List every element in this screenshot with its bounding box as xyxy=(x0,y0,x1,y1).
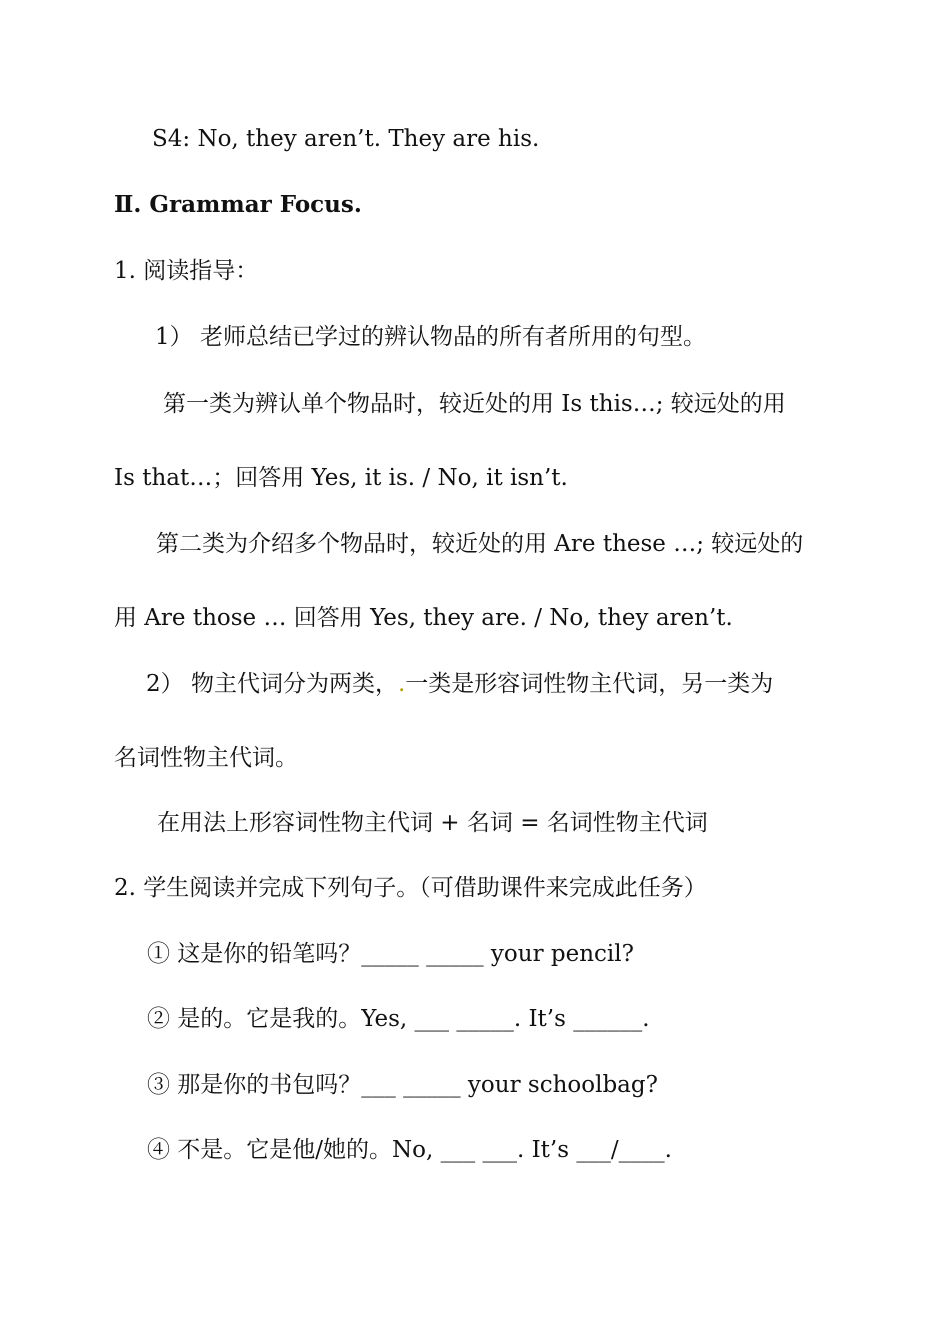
exercise-item-3: ③ 那是你的书包吗？___ _____ your schoolbag? xyxy=(147,1072,658,1098)
exercise-item-1: ① 这是你的铅笔吗？_____ _____ your pencil? xyxy=(147,941,634,967)
usage-rule: 在用法上形容词性物主代词 + 名词 = 名词性物主代词 xyxy=(157,810,708,836)
type2-line-b: 用 Are those … 回答用 Yes, they are. / No, they aren’t. xyxy=(114,605,733,631)
point2-part-2: 一类是形容词性物主代词，另一类为 xyxy=(405,671,774,697)
reading-point-2-line-b: 名词性物主代词。 xyxy=(114,745,298,771)
exercise-item-2: ② 是的。它是我的。Yes, ___ _____. It’s ______. xyxy=(147,1006,650,1032)
type1-line-b: Is that…；回答用 Yes, it is. / No, it isn’t. xyxy=(114,465,568,491)
reading-guide-heading: 1. 阅读指导： xyxy=(114,258,259,284)
type2-line-a: 第二类为介绍多个物品时，较近处的用 Are these …; 较远处的 xyxy=(156,531,804,557)
reading-point-1: 1） 老师总结已学过的辨认物品的所有者所用的句型。 xyxy=(155,324,706,350)
section-title-grammar-focus: Ⅱ. Grammar Focus. xyxy=(114,191,362,218)
type1-line-a: 第一类为辨认单个物品时，较近处的用 Is this…; 较远处的用 xyxy=(163,391,786,417)
dialogue-line-s4: S4: No, they aren’t. They are his. xyxy=(152,126,540,152)
exercise-heading: 2. 学生阅读并完成下列句子。（可借助课件来完成此任务） xyxy=(114,875,707,901)
exercise-item-4: ④ 不是。它是他/她的。No, ___ ___. It’s ___/____. xyxy=(147,1137,672,1163)
stray-dot: . xyxy=(397,671,406,697)
reading-point-2-line-a xyxy=(146,669,773,699)
point2-part-1: 2） 物主代词分为两类， xyxy=(146,671,398,697)
